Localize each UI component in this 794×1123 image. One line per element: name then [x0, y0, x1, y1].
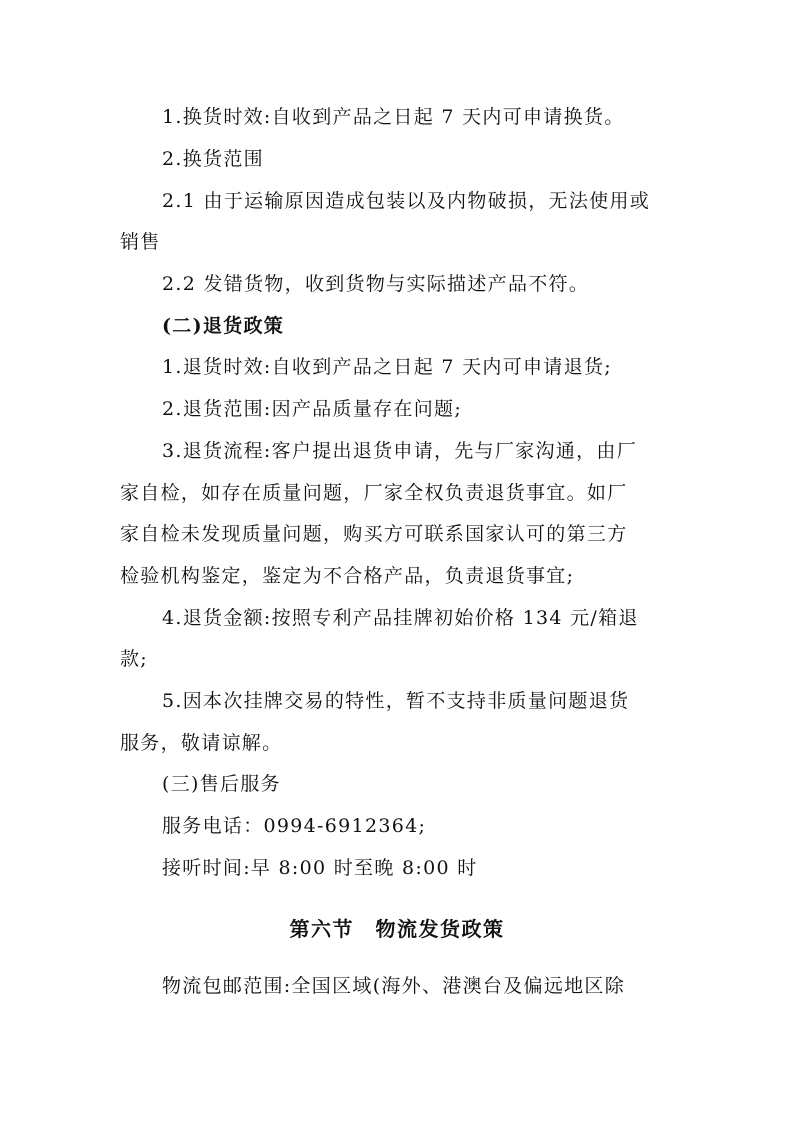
exchange-time-limit: 1.换货时效:自收到产品之日起 7 天内可申请换货。	[162, 106, 625, 128]
return-note-line-2: 服务，敬请谅解。	[120, 732, 283, 754]
after-sales-heading: (三)售后服务	[162, 773, 281, 795]
exchange-scope-heading: 2.换货范围	[162, 148, 264, 170]
exchange-scope-item-1-line-2: 销售	[120, 231, 161, 253]
section-title: 第六节 物流发货政策	[289, 917, 505, 941]
return-process-line-3: 家自检未发现质量问题，购买方可联系国家认可的第三方	[120, 523, 628, 545]
service-phone: 服务电话：0994-6912364;	[162, 815, 427, 837]
return-process-line-2: 家自检，如存在质量问题，厂家全权负责退货事宜。如厂	[120, 482, 628, 504]
exchange-scope-item-2: 2.2 发错货物，收到货物与实际描述产品不符。	[162, 273, 590, 295]
logistics-free-shipping-scope: 物流包邮范围:全国区域(海外、港澳台及偏远地区除	[162, 975, 626, 997]
return-process-line-4: 检验机构鉴定，鉴定为不合格产品，负责退货事宜;	[120, 565, 575, 587]
return-process-line-1: 3.退货流程:客户提出退货申请，先与厂家沟通，由厂	[162, 440, 638, 462]
return-amount-line-1: 4.退货金额:按照专利产品挂牌初始价格 134 元/箱退	[162, 607, 639, 629]
return-policy-heading: (二)退货政策	[162, 315, 285, 337]
return-note-line-1: 5.因本次挂牌交易的特性，暂不支持非质量问题退货	[162, 690, 630, 712]
return-time-limit: 1.退货时效:自收到产品之日起 7 天内可申请退货;	[162, 356, 612, 378]
service-hours: 接听时间:早 8:00 时至晚 8:00 时	[162, 857, 478, 879]
exchange-scope-item-1-line-1: 2.1 由于运输原因造成包装以及内物破损，无法使用或	[162, 190, 651, 212]
return-amount-line-2: 款;	[120, 648, 149, 670]
return-scope: 2.退货范围:因产品质量存在问题;	[162, 398, 463, 420]
